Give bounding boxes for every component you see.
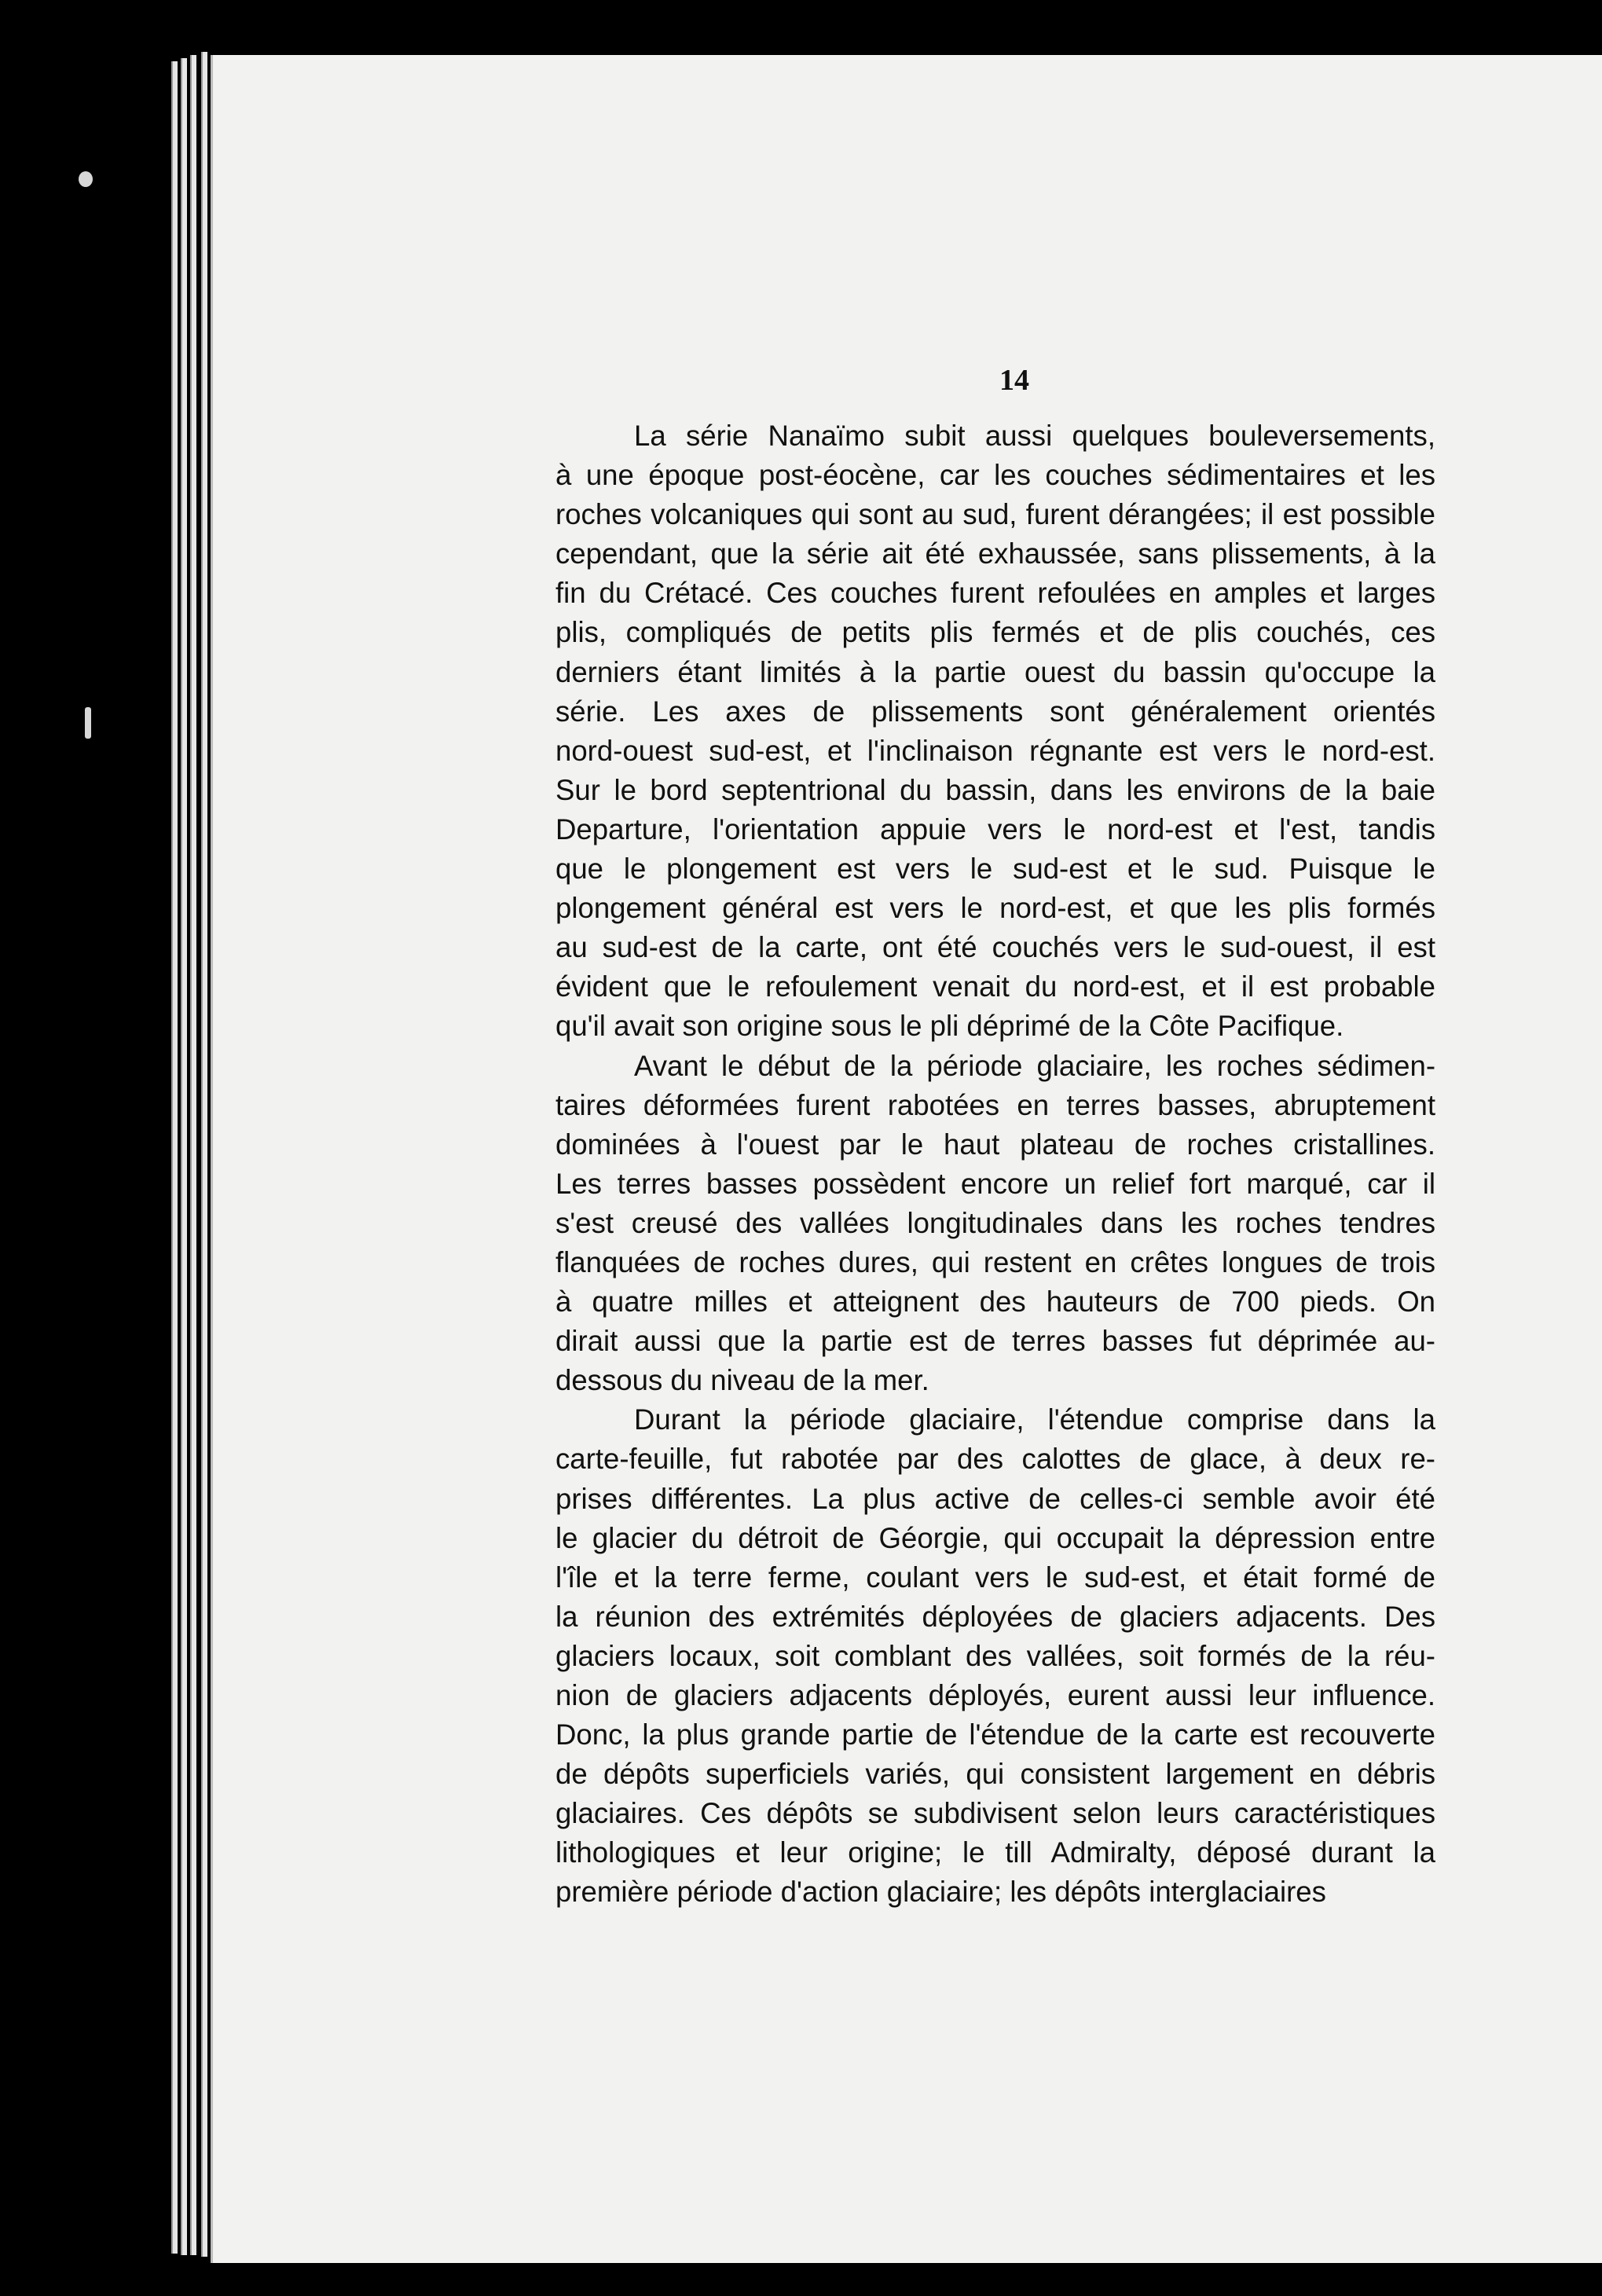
paragraph <box>555 416 1435 1047</box>
text-line: à quatre milles et atteignent des hauteurs de 700 pieds. On <box>555 1286 1435 1319</box>
text-line: Avant le début de la période glaciaire, les roches sédimen- <box>634 1049 1435 1082</box>
text-line: La série Nanaïmo subit aussi quelques bouleversements, <box>634 420 1435 452</box>
text-line: Departure, l'orientation appuie vers le nord-est et l'est, tandis <box>555 812 1435 845</box>
text-line: de dépôts superficiels variés, qui consistent largement en débris <box>555 1758 1435 1791</box>
text-line: dirait aussi que la partie est de terres basses fut déprimée au- <box>555 1325 1435 1358</box>
text-line: dessous du niveau de la mer. <box>555 1364 929 1397</box>
text-line: série. Les axes de plissements sont généralement orientés <box>555 695 1435 728</box>
text-line: que le plongement est vers le sud-est et le sud. Puisque le <box>555 853 1435 886</box>
text-line: à une époque post-éocène, car les couches sédimentaires et les <box>555 459 1435 492</box>
text-line: Donc, la plus grande partie de l'étendue de la carte est recouverte <box>555 1718 1435 1751</box>
text-line: qu'il avait son origine sous le pli déprimé de la Côte Pacifique. <box>555 1010 1344 1043</box>
text-line: plongement général est vers le nord-est, et que les plis formés <box>555 892 1435 925</box>
dust-speck <box>79 171 93 187</box>
text-line: la réunion des extrémités déployées de glaciers adjacents. Des <box>555 1600 1435 1633</box>
text-line: nord-ouest sud-est, et l'inclinaison régnante est vers le nord-est. <box>555 734 1435 767</box>
text-line: nion de glaciers adjacents déployés, eurent aussi leur influence. <box>555 1679 1435 1711</box>
text-line: flanquées de roches dures, qui restent en crêtes longues de trois <box>555 1245 1435 1278</box>
text-line: première période d'action glaciaire; les dépôts interglaciaires <box>555 1876 1326 1909</box>
text-line: Durant la période glaciaire, l'étendue comprise dans la <box>634 1403 1435 1436</box>
text-line: dominées à l'ouest par le haut plateau de roches cristallines. <box>555 1128 1435 1161</box>
dust-speck <box>85 707 91 739</box>
text-line: évident que le refoulement venait du nord-est, et il est probable <box>555 970 1435 1003</box>
text-line: roches volcaniques qui sont au sud, furent dérangées; il est possible <box>555 498 1435 531</box>
page-number: 14 <box>999 364 1029 397</box>
text-line: Sur le bord septentrional du bassin, dans les environs de la baie <box>555 773 1435 806</box>
body-text <box>555 416 1435 1913</box>
page-edge <box>181 58 187 2255</box>
text-line: lithologiques et leur origine; le till Admiralty, déposé durant la <box>555 1836 1435 1869</box>
paragraph <box>555 1047 1435 1401</box>
text-line: taires déformées furent rabotées en terres basses, abruptement <box>555 1088 1435 1121</box>
text-line: s'est creusé des vallées longitudinales dans les roches tendres <box>555 1206 1435 1239</box>
text-line: Les terres basses possèdent encore un relief fort marqué, car il <box>555 1167 1435 1200</box>
text-line: au sud-est de la carte, ont été couchés vers le sud-ouest, il est <box>555 931 1435 964</box>
text-line: prises différentes. La plus active de celles-ci semble avoir été <box>555 1482 1435 1515</box>
paragraph <box>555 1400 1435 1912</box>
text-line: glaciers locaux, soit comblant des vallées, soit formés de la réu- <box>555 1639 1435 1672</box>
page-edge <box>190 55 196 2255</box>
text-line: carte-feuille, fut rabotée par des calottes de glace, à deux re- <box>555 1443 1435 1476</box>
text-line: cependant, que la série ait été exhaussée, sans plissements, à la <box>555 537 1435 570</box>
text-line: glaciaires. Ces dépôts se subdivisent selon leurs caractéristiques <box>555 1797 1435 1830</box>
page-edge <box>201 52 207 2257</box>
text-line: le glacier du détroit de Géorgie, qui occupait la dépression entre <box>555 1521 1435 1554</box>
page-edge <box>171 61 178 2254</box>
text-line: fin du Crétacé. Ces couches furent refoulées en amples et larges <box>555 577 1435 610</box>
text-line: l'île et la terre ferme, coulant vers le sud-est, et était formé de <box>555 1561 1435 1594</box>
text-line: plis, compliqués de petits plis fermés et de plis couchés, ces <box>555 616 1435 649</box>
text-line: derniers étant limités à la partie ouest du bassin qu'occupe la <box>555 655 1435 688</box>
